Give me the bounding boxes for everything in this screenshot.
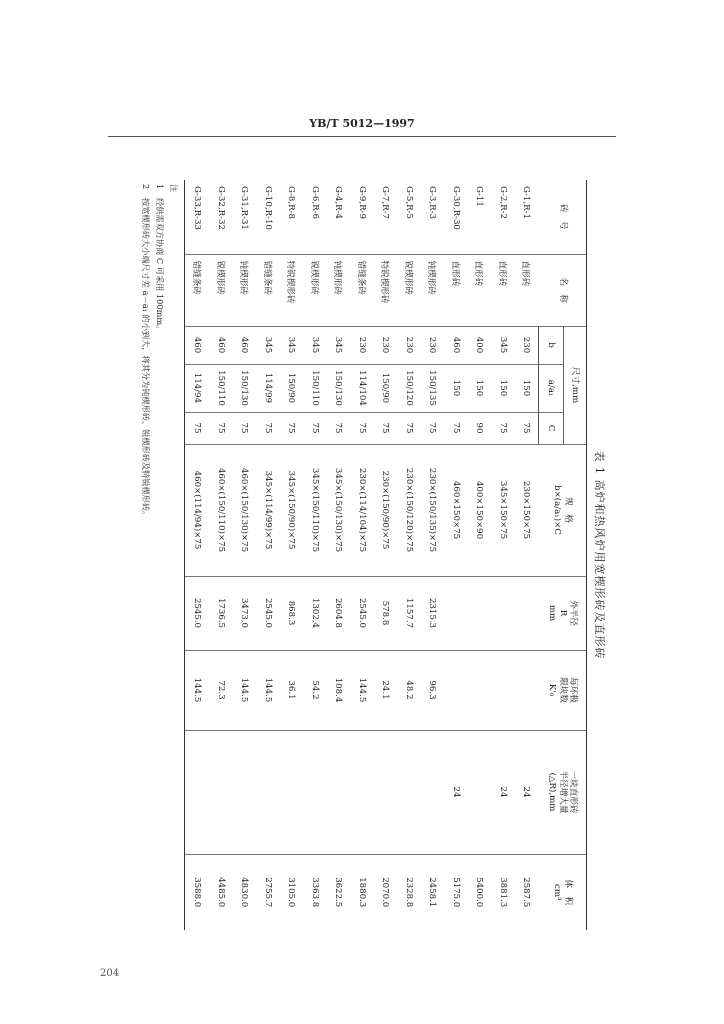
cell-count: 144.5 — [256, 650, 280, 730]
rotated-table-content — [106, 180, 611, 930]
note-item — [153, 180, 167, 930]
cell-increase — [468, 730, 492, 854]
cell-radius: 2545.0 — [350, 576, 374, 650]
cell-increase — [327, 730, 351, 854]
cell-c: 75 — [209, 412, 233, 444]
table-row — [515, 180, 539, 930]
col-b-header: b — [539, 326, 564, 364]
cell-a: 150 — [515, 364, 539, 412]
count-header-line1: 每环极 — [568, 677, 579, 703]
cell-increase — [303, 730, 327, 854]
cell-count — [444, 650, 468, 730]
increase-header-line1: 一块直形砖 — [568, 770, 579, 814]
cell-increase — [185, 730, 209, 854]
note-number: 2 — [141, 184, 151, 190]
cell-a: 150/135 — [421, 364, 445, 412]
page-number: 204 — [100, 968, 120, 979]
note-number: 1 — [155, 184, 165, 190]
cell-c: 75 — [233, 412, 257, 444]
cell-spec: 345×(114/99)×75 — [256, 444, 280, 576]
cell-b: 230 — [515, 326, 539, 364]
cell-code: G-2,R-2 — [497, 186, 508, 219]
cell-radius: 2545.0 — [256, 576, 280, 650]
cell-c: 75 — [444, 412, 468, 444]
header-row-1 — [564, 180, 587, 930]
cell-spec: 230×(150/120)×75 — [397, 444, 421, 576]
cell-increase: 24 — [444, 730, 468, 854]
cell-increase — [397, 730, 421, 854]
cell-volume: 2587.5 — [515, 854, 539, 930]
col-size-group-header: 尺寸,mm — [564, 326, 587, 444]
cell-radius: 1736.5 — [209, 576, 233, 650]
cell-name: 错缝条砖 — [185, 254, 209, 326]
table-row — [397, 180, 421, 930]
cell-volume: 2070.0 — [374, 854, 398, 930]
cell-code: G-32,R-32 — [215, 186, 226, 230]
cell-code: G-31,R-31 — [239, 186, 250, 230]
cell-count — [491, 650, 515, 730]
table-row — [327, 180, 351, 930]
col-volume-header — [539, 854, 587, 930]
increase-header-line2: 半径增大量 — [557, 770, 568, 814]
note-text: 经供需双方协商 C 可采用 100mm。 — [155, 198, 165, 334]
cell-code: G-11 — [474, 186, 485, 207]
col-count-header — [539, 650, 587, 730]
table-row — [491, 180, 515, 930]
cell-b: 230 — [350, 326, 374, 364]
table-row — [280, 180, 304, 930]
cell-a: 150/90 — [280, 364, 304, 412]
cell-count: 24.1 — [374, 650, 398, 730]
cell-a: 114/94 — [185, 364, 209, 412]
cell-radius: 2315.3 — [421, 576, 445, 650]
cell-code: G-8,R-8 — [286, 186, 297, 219]
note-item — [139, 180, 153, 930]
cell-b: 460 — [209, 326, 233, 364]
cell-count — [515, 650, 539, 730]
cell-name: 错缝条砖 — [256, 254, 280, 326]
cell-code: G-9,R-9 — [356, 186, 367, 219]
table-body — [185, 180, 539, 930]
brick-table — [185, 180, 588, 930]
spec-header-sub: b×(a/a₁)×C — [552, 485, 563, 535]
cell-a: 114/99 — [256, 364, 280, 412]
cell-increase: 24 — [491, 730, 515, 854]
cell-c: 75 — [185, 412, 209, 444]
cell-volume: 5400.0 — [468, 854, 492, 930]
cell-volume: 4485.0 — [209, 854, 233, 930]
cell-volume: 2458.1 — [421, 854, 445, 930]
cell-count: 48.2 — [397, 650, 421, 730]
cell-a: 150 — [444, 364, 468, 412]
cell-radius — [491, 576, 515, 650]
col-radius-header — [539, 576, 587, 650]
cell-spec: 345×(150/110)×75 — [303, 444, 327, 576]
cell-radius: 2604.8 — [327, 576, 351, 650]
cell-name: 特锐楔形砖 — [280, 254, 304, 326]
cell-name: 钝楔形砖 — [327, 254, 351, 326]
cell-b: 345 — [491, 326, 515, 364]
cell-count: 96.3 — [421, 650, 445, 730]
cell-code: G-7,R-7 — [380, 186, 391, 219]
cell-code: G-33,R-33 — [185, 180, 209, 254]
cell-code: G-10,R-10 — [262, 186, 273, 230]
cell-spec: 460×(150/130)×75 — [233, 444, 257, 576]
cell-spec: 460×(150/110)×75 — [209, 444, 233, 576]
col-code-header: 砖 号 — [539, 180, 587, 254]
cell-b: 400 — [468, 326, 492, 364]
header-rule — [108, 136, 616, 137]
spec-header-label: 规 格 — [562, 497, 573, 523]
cell-c: 75 — [350, 412, 374, 444]
col-a-header: a/a₁ — [539, 364, 564, 412]
cell-increase — [209, 730, 233, 854]
cell-b: 230 — [374, 326, 398, 364]
radius-header-unit: mm — [546, 604, 557, 622]
table-row — [256, 180, 280, 930]
cell-name: 直形砖 — [444, 254, 468, 326]
col-increase-header — [539, 730, 587, 854]
cell-c: 75 — [256, 412, 280, 444]
cell-a: 150/110 — [303, 364, 327, 412]
cell-count: 72.3 — [209, 650, 233, 730]
volume-header-unit: cm³ — [552, 884, 563, 901]
cell-a: 150/90 — [374, 364, 398, 412]
cell-spec: 345×(150/130)×75 — [327, 444, 351, 576]
cell-spec: 345×(150/90)×75 — [280, 444, 304, 576]
cell-name: 直形砖 — [468, 254, 492, 326]
cell-name: 特锐楔形砖 — [374, 254, 398, 326]
count-header-sym: K'₀ — [546, 683, 557, 697]
table-row — [421, 180, 445, 930]
cell-radius: 578.8 — [374, 576, 398, 650]
cell-count: 108.4 — [327, 650, 351, 730]
cell-code: G-3,R-3 — [427, 186, 438, 219]
cell-name: 锐楔形砖 — [303, 254, 327, 326]
cell-c: 75 — [491, 412, 515, 444]
cell-a: 150/110 — [209, 364, 233, 412]
cell-radius: 868.3 — [280, 576, 304, 650]
cell-code: G-4,R-4 — [333, 186, 344, 219]
radius-header-label: 外半径 — [568, 600, 579, 626]
cell-radius: 3473.0 — [233, 576, 257, 650]
cell-increase — [280, 730, 304, 854]
cell-a: 114/104 — [350, 364, 374, 412]
note-text: 按宽楔形砖大小端尺寸差 a－a₁ 的小到大，将其分为钝楔形砖、锐楔形砖及特锐楔形砖。 — [141, 198, 151, 520]
cell-spec: 230×(150/90)×75 — [374, 444, 398, 576]
cell-spec: 345×150×75 — [491, 444, 515, 576]
cell-a: 150/130 — [327, 364, 351, 412]
cell-count: 144.5 — [233, 650, 257, 730]
table-row — [444, 180, 468, 930]
cell-spec: 400×150×90 — [468, 444, 492, 576]
cell-name: 错缝条砖 — [350, 254, 374, 326]
cell-b: 345 — [327, 326, 351, 364]
col-spec-header — [539, 444, 587, 576]
cell-spec: 460×(114/94)×75 — [185, 444, 209, 576]
radius-header-sym: R — [557, 609, 568, 617]
cell-radius: 1302.4 — [303, 576, 327, 650]
cell-c: 90 — [468, 412, 492, 444]
cell-code: G-1,R-1 — [521, 186, 532, 219]
cell-c: 75 — [280, 412, 304, 444]
cell-increase — [350, 730, 374, 854]
cell-volume: 3881.3 — [491, 854, 515, 930]
cell-volume: 3105.0 — [280, 854, 304, 930]
cell-radius — [468, 576, 492, 650]
cell-count: 144.5 — [185, 650, 209, 730]
cell-volume: 3622.5 — [327, 854, 351, 930]
cell-volume: 5175.0 — [444, 854, 468, 930]
table-row — [350, 180, 374, 930]
cell-increase — [374, 730, 398, 854]
table-row — [233, 180, 257, 930]
cell-c: 75 — [397, 412, 421, 444]
cell-a: 150 — [491, 364, 515, 412]
cell-name: 钝楔形砖 — [233, 254, 257, 326]
notes-label: 注 — [169, 184, 179, 193]
cell-b: 345 — [303, 326, 327, 364]
cell-c: 75 — [374, 412, 398, 444]
cell-volume: 3363.8 — [303, 854, 327, 930]
cell-spec: 230×(114/104)×75 — [350, 444, 374, 576]
cell-radius: 2545.0 — [185, 576, 209, 650]
table-notes — [139, 180, 181, 930]
cell-radius — [515, 576, 539, 650]
table-row — [374, 180, 398, 930]
cell-count — [468, 650, 492, 730]
cell-a: 150 — [468, 364, 492, 412]
cell-spec: 230×(150/135)×75 — [421, 444, 445, 576]
cell-name: 锐楔形砖 — [397, 254, 421, 326]
count-header-line2: 限块数 — [557, 677, 568, 703]
cell-b: 460 — [444, 326, 468, 364]
cell-name: 钝楔形砖 — [421, 254, 445, 326]
cell-c: 75 — [421, 412, 445, 444]
cell-count: 54.2 — [303, 650, 327, 730]
cell-increase — [256, 730, 280, 854]
cell-code: G-6,R-6 — [309, 186, 320, 219]
cell-volume: 4830.0 — [233, 854, 257, 930]
cell-b: 230 — [421, 326, 445, 364]
cell-volume: 3588.0 — [185, 854, 209, 930]
cell-b: 230 — [397, 326, 421, 364]
cell-name: 直形砖 — [515, 254, 539, 326]
cell-increase — [233, 730, 257, 854]
col-name-header: 名 称 — [539, 254, 587, 326]
cell-code: G-5,R-5 — [403, 186, 414, 219]
cell-name: 直形砖 — [491, 254, 515, 326]
cell-c: 75 — [303, 412, 327, 444]
cell-name: 锐楔形砖 — [209, 254, 233, 326]
cell-code: G-30,R-30 — [450, 186, 461, 230]
cell-c: 75 — [327, 412, 351, 444]
rotated-table-region — [106, 180, 611, 930]
table-row — [468, 180, 492, 930]
volume-header-label: 体 积 — [562, 879, 573, 906]
table-row — [185, 180, 209, 930]
cell-c: 75 — [515, 412, 539, 444]
cell-volume: 2755.7 — [256, 854, 280, 930]
standard-header: YB/T 5012—1997 — [309, 117, 415, 130]
cell-increase — [421, 730, 445, 854]
cell-radius — [444, 576, 468, 650]
cell-b: 345 — [280, 326, 304, 364]
cell-a: 150/130 — [233, 364, 257, 412]
cell-volume: 2328.8 — [397, 854, 421, 930]
table-title: 表 1 高炉和热风炉用宽楔形砖及直形砖 — [593, 450, 606, 660]
col-c-header: C — [539, 412, 564, 444]
cell-spec: 460×150×75 — [444, 444, 468, 576]
cell-b: 460 — [185, 326, 209, 364]
cell-b: 345 — [256, 326, 280, 364]
cell-volume: 1880.3 — [350, 854, 374, 930]
cell-count: 144.5 — [350, 650, 374, 730]
cell-spec: 230×150×75 — [515, 444, 539, 576]
cell-b: 460 — [233, 326, 257, 364]
table-row — [303, 180, 327, 930]
table-row — [209, 180, 233, 930]
cell-radius: 1157.7 — [397, 576, 421, 650]
cell-increase: 24 — [515, 730, 539, 854]
increase-header-line3: (△R),mm — [546, 772, 557, 812]
cell-count: 36.1 — [280, 650, 304, 730]
cell-a: 150/120 — [397, 364, 421, 412]
